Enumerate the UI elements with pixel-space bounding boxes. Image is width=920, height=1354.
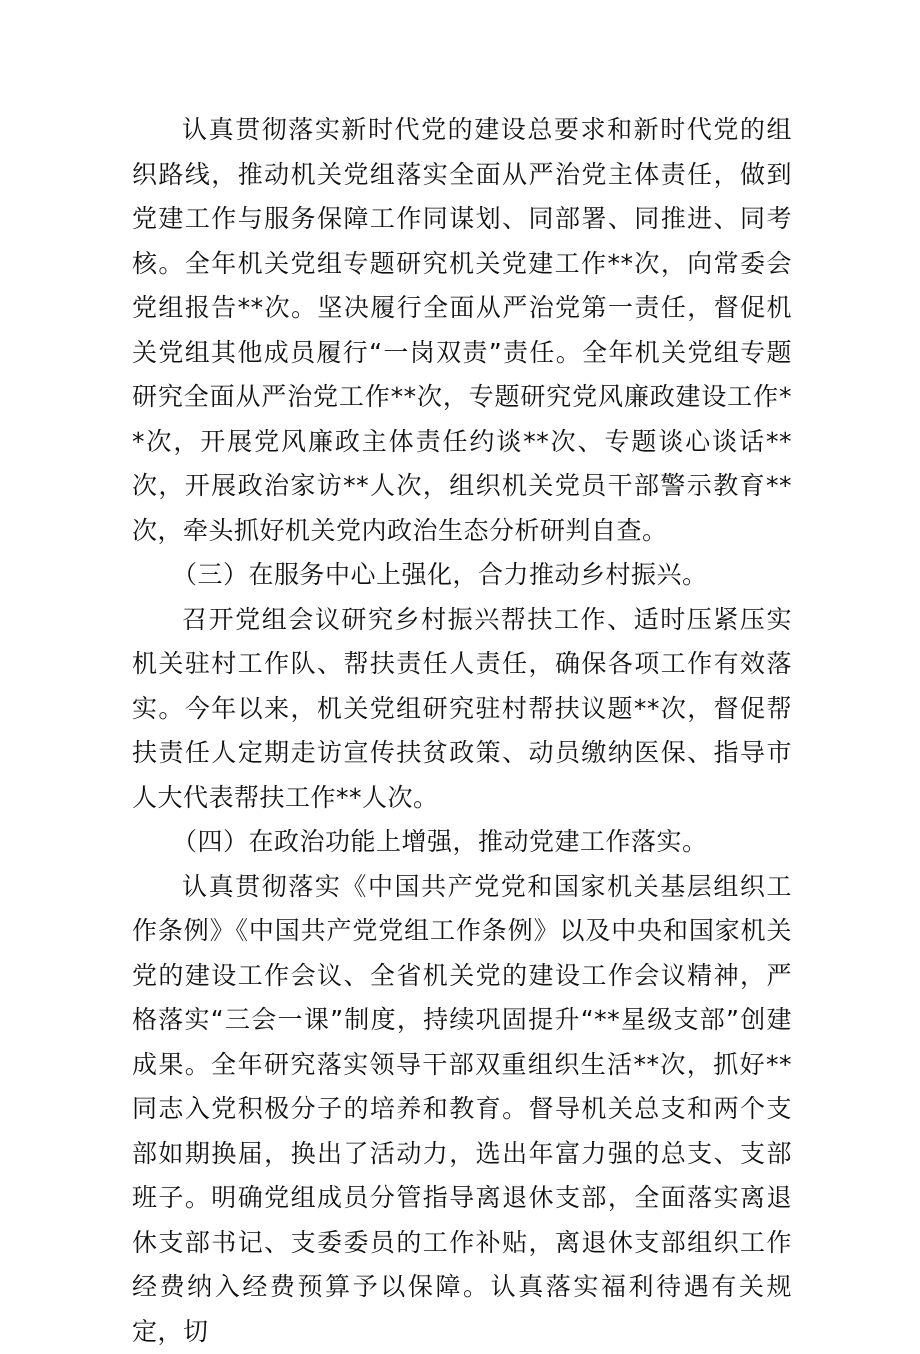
body-paragraph: 认真贯彻落实新时代党的建设总要求和新时代党的组织路线，推动机关党组落实全面从严治党主体责任，做到党建工作与服务保障工作同谋划、同部署、同推进、同考核。全年机关党组专题研究机关党建工作**次，向常委会党组报告**次。坚决履行全面从严治党第一责任，督促机关党组其他成员履行“一岗双责”责任。全年机关党组专题研究全面从严治党工作**次，专题研究党风廉政建设工作**次，开展党风廉政主体责任约谈**次、专题谈心谈话**次，开展政治家访**人次，组织机关党员干部警示教育**次，牵头抓好机关党内政治生态分析研判自查。 [132, 108, 792, 553]
section-heading: （三）在服务中心上强化，合力推动乡村振兴。 [132, 553, 792, 598]
document-page [132, 108, 792, 1354]
body-paragraph: 召开党组会议研究乡村振兴帮扶工作、适时压紧压实机关驻村工作队、帮扶责任人责任，确保各项工作有效落实。今年以来，机关党组研究驻村帮扶议题**次，督促帮扶责任人定期走访宣传扶贫政策、动员缴纳医保、指导市人大代表帮扶工作**人次。 [132, 598, 792, 821]
section-heading: （四）在政治功能上增强，推动党建工作落实。 [132, 820, 792, 865]
body-paragraph: 认真贯彻落实《中国共产党党和国家机关基层组织工作条例》《中国共产党党组工作条例》以及中央和国家机关党的建设工作会议、全省机关党的建设工作会议精神，严格落实“三会一课”制度，持续巩固提升“**星级支部”创建成果。全年研究落实领导干部双重组织生活**次，抓好**同志入党积极分子的培养和教育。督导机关总支和两个支部如期换届，换出了活动力，选出年富力强的总支、支部班子。明确党组成员分管指导离退休支部，全面落实离退休支部书记、支委委员的工作补贴，离退休支部组织工作经费纳入经费预算予以保障。认真落实福利待遇有关规定，切 [132, 865, 792, 1354]
